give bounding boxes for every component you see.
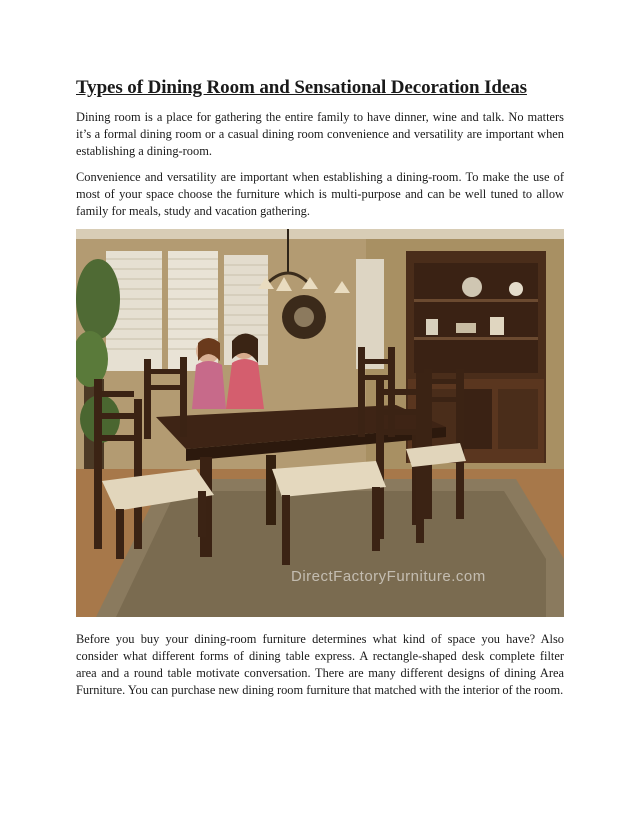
paragraph-intro: Dining room is a place for gathering the entire family to have dinner, wine and talk. No matters it’s a formal dining room or a casual dining room convenience and versatility are important when establishing a dining-room. (76, 110, 564, 158)
dining-room-photo (76, 229, 564, 617)
dining-room-illustration (76, 229, 564, 617)
paragraph-before-you-buy: Before you buy your dining-room furniture determines what kind of space you have? Also consider what different forms of dining table express. A rectangle-shaped desk complete filter area and a round table motivate conversation. There are many different designs of dining Area Furniture. You can purchase new dining room furniture that matched with the interior of the room. (76, 632, 564, 697)
paragraph-convenience: Convenience and versatility are important when establishing a dining-room. To make the use of most of your space choose the furniture which is multi-purpose and can be well tuned to allow family for meals, study and vacation gathering. (76, 170, 564, 218)
image-watermark: DirectFactoryFurniture.com (291, 568, 486, 585)
document-title: Types of Dining Room and Sensational Decoration Ideas (76, 77, 527, 98)
document-page (76, 76, 564, 708)
